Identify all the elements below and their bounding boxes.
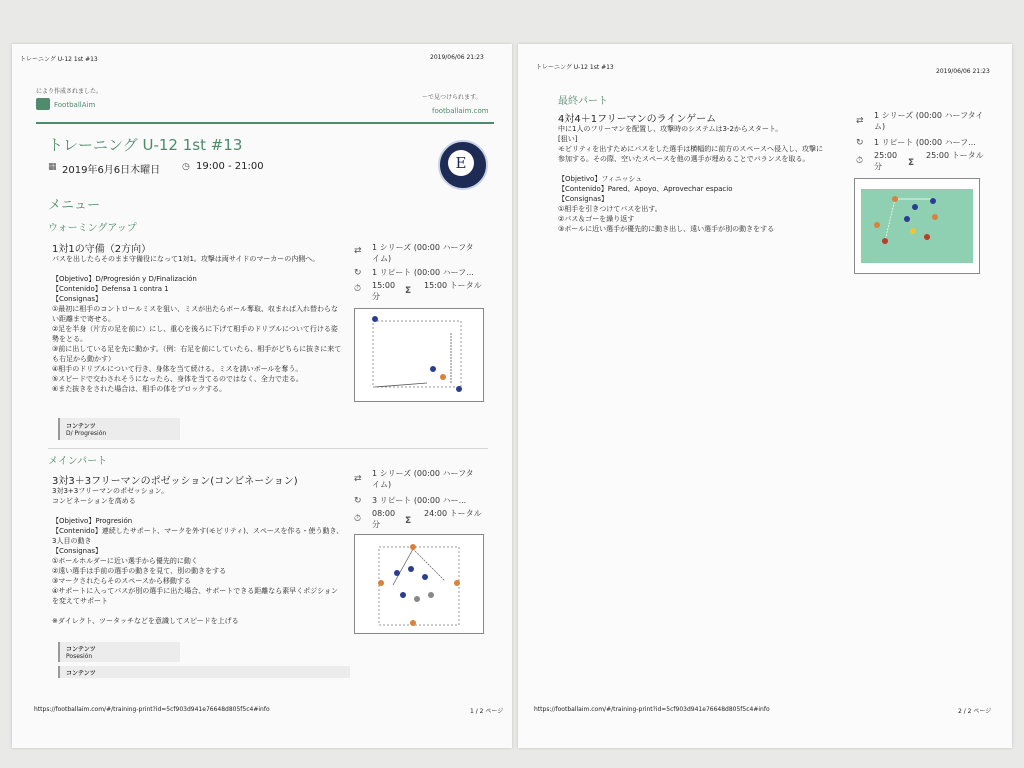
drill2-total: 24:00 トータル <box>424 509 482 518</box>
drill1-tag-label: コンテンツ <box>66 423 96 430</box>
footer-page-number: 1 / 2 ページ <box>470 708 504 715</box>
drill3-player-7 <box>930 198 936 204</box>
drill3-reps: 1 リピート (00:00 ハーフ... <box>874 138 976 147</box>
rotate-icon: ↻ <box>856 138 864 148</box>
drill1-pass-line <box>375 383 427 387</box>
drill2-title: 3対3＋3フリーマンのポゼッション(コンビネーション) <box>52 476 298 487</box>
club-crest <box>438 140 488 190</box>
drill1-player-1 <box>372 316 378 322</box>
footer-page-number: 2 / 2 ページ <box>958 708 992 715</box>
rotate-icon: ↻ <box>354 268 362 278</box>
drill1-reps: 1 リピート (00:00 ハーフ... <box>372 268 474 277</box>
drill2-reps: 3 リピート (00:00 ハー... <box>372 496 467 505</box>
drill2-player-6 <box>422 574 428 580</box>
header-divider <box>36 122 494 124</box>
page-header-date: 2019/06/06 21:23 <box>430 54 484 61</box>
drill3-total: 25:00 トータル <box>926 151 984 160</box>
drill2-tag2-label: コンテンツ <box>66 670 96 677</box>
drill2-player-9 <box>428 592 434 598</box>
drill2-player-7 <box>400 592 406 598</box>
training-title: トレーニング U-12 1st #13 <box>48 136 243 154</box>
drill2-minutes: 08:00 分 <box>372 509 396 529</box>
drill2-player-3 <box>454 580 460 586</box>
section-main: メインパート <box>48 456 108 467</box>
drill1-description: パスを出したらそのまま守備役になって1対1。攻撃は両サイドのマーカーの内側へ。 【Objetivo】D/Progresión y D/Finalización 【Contenido】Defensa 1 contra 1 【Consignas】 ①最初に相手のコントロールミスを狙い、ミスが出たらボール奪取、収まれば入れ替わらない距離まで寄せる。 ②足を半身（片方の足を前に）にし、重心を後ろに下げて相手のドリブルについて行ける姿勢をとる。 ③前に出している足を先に動かす。（例：右足を前にしていたら、相手がどちらに抜きに来ても右足から動かす） ④相手のドリブルについて行き、身体を当て続ける。ミスを誘いボールを奪う。 ⑤スピードで交わされそうになったら、身体を当てるのではなく、全力で走る。 ⑥また抜きをされた場合は、相手の体をブロックする。 <box>52 255 342 393</box>
brand-name: FootballAim <box>54 101 96 109</box>
menu-heading: メニュー <box>48 198 101 213</box>
drill3-minutes: 25:00 分 <box>874 151 898 171</box>
sigma-icon: Σ <box>405 516 412 526</box>
drill3-player-1 <box>892 196 898 202</box>
drill2-tag-label: コンテンツ <box>66 646 96 653</box>
created-by-text: により作成されました。 <box>36 88 103 95</box>
training-time: 19:00 - 21:00 <box>196 161 264 172</box>
drill3-series: 1 シリーズ (00:00 ハーフタイム) <box>874 111 984 131</box>
print-page-1 <box>12 44 512 748</box>
drill2-player-1 <box>410 544 416 550</box>
drill2-field <box>379 547 459 625</box>
sigma-icon: Σ <box>405 286 412 296</box>
drill1-minutes: 15:00 分 <box>372 281 396 301</box>
calendar-icon: ▦ <box>48 162 57 172</box>
site-link[interactable]: footballaim.com <box>432 107 489 115</box>
drill1-player-3 <box>440 374 446 380</box>
stopwatch-icon: ⏱ <box>856 156 864 166</box>
drill3-player-3 <box>882 238 888 244</box>
drill1-title: 1対1の守備（2方向） <box>52 244 152 255</box>
drill1-diagram-svg <box>355 309 483 401</box>
drill1-series: 1 シリーズ (00:00 ハーフタイム) <box>372 243 474 263</box>
stopwatch-icon: ⏱ <box>354 284 362 294</box>
repeat-icon: ⇄ <box>354 246 362 256</box>
drill2-content-tag-2 <box>58 666 350 678</box>
drill1-content-tag <box>58 418 180 440</box>
drill2-diagram-svg <box>355 535 483 633</box>
drill2-series: 1 シリーズ (00:00 ハーフタイム) <box>372 469 474 489</box>
print-page-2 <box>518 44 1012 748</box>
rotate-icon: ↻ <box>354 496 362 506</box>
drill1-total: 15:00 トータル <box>424 281 482 290</box>
training-date: 2019年6月6日木曜日 <box>62 165 161 176</box>
drill2-player-5 <box>408 566 414 572</box>
drill3-diagram-svg <box>855 179 979 273</box>
section-final: 最終パート <box>558 96 608 107</box>
drill3-player-5 <box>912 204 918 210</box>
crest-monogram: E <box>448 150 474 176</box>
drill1-player-4 <box>456 386 462 392</box>
page-header-date: 2019/06/06 21:23 <box>936 68 990 75</box>
drill3-player-9 <box>924 234 930 240</box>
drill2-player-2 <box>378 580 384 586</box>
drill1-tag-value: D/ Progresión <box>66 430 107 437</box>
drill3-player-8 <box>932 214 938 220</box>
drill3-diagram <box>854 178 980 274</box>
footer-url[interactable]: https://footballaim.com/#/training-print?id=5cf903d941e76648d805f5c4#info <box>534 706 770 713</box>
drill2-player-10 <box>410 620 416 626</box>
drill2-tag-value: Posesión <box>66 653 93 660</box>
clock-icon: ◷ <box>182 162 190 172</box>
find-more-text: 〜で見つけられます。 <box>422 94 482 101</box>
drill2-description: 3対3+3フリーマンのポゼッション。 コンビネーションを高める 【Objetivo】Progresión 【Contenido】連続したサポート、マークを外す(モビリティ)、スペースを作る・使う動き、3人目の動き 【Consignas】 ①ボールホルダーに近い選手から優先的に動く ②遠い選手は手前の選手の動きを見て、別の動きをする ③マークされたらそのスペースから移動する ④サポートに入ってパスが別の選手に出た場合、サポートできる距離なら素早くポジションを変えてサポート ※ダイレクト、ツータッチなどを意識してスピードを上げる <box>52 487 344 625</box>
drill1-field <box>373 321 461 387</box>
drill2-player-8 <box>414 596 420 602</box>
drill2-content-tag <box>58 642 180 662</box>
drill1-diagram <box>354 308 484 402</box>
repeat-icon: ⇄ <box>856 116 864 126</box>
section-divider <box>48 448 488 449</box>
drill3-player-6 <box>910 228 916 234</box>
page-header-title: トレーニング U-12 1st #13 <box>20 56 98 63</box>
drill2-player-4 <box>394 570 400 576</box>
drill3-player-2 <box>874 222 880 228</box>
footer-url[interactable]: https://footballaim.com/#/training-print?id=5cf903d941e76648d805f5c4#info <box>34 706 270 713</box>
drill2-run-line-1 <box>413 549 445 581</box>
footballaim-logo-icon <box>36 98 50 110</box>
repeat-icon: ⇄ <box>354 474 362 484</box>
drill3-player-4 <box>904 216 910 222</box>
drill3-title: 4対4＋1フリーマンのラインゲーム <box>558 114 717 125</box>
drill3-description: 中に1人のフリーマンを配置し、攻撃時のシステムは3-2からスタート。 [狙い] モビリティを出すためにパスをした選手は横幅的に前方のスペースへ侵入し、攻撃に参加する。その際、空いたスペースを他の選手が埋めることでバランスを取る。 【Objetivo】フィニッシュ 【Contenido】Pared、Apoyo、Aprovechar espacio 【Consignas】 ①相手を引きつけてパスを出す。 ②パス＆ゴーを繰り返す ③ボールに近い選手が優先的に動き出し、遠い選手が別の動きをする <box>558 125 823 233</box>
drill1-player-2 <box>430 366 436 372</box>
drill2-diagram <box>354 534 484 634</box>
page-header-title: トレーニング U-12 1st #13 <box>536 64 614 71</box>
stopwatch-icon: ⏱ <box>354 514 362 524</box>
section-warmup: ウォーミングアップ <box>48 223 137 234</box>
sigma-icon: Σ <box>908 158 915 168</box>
